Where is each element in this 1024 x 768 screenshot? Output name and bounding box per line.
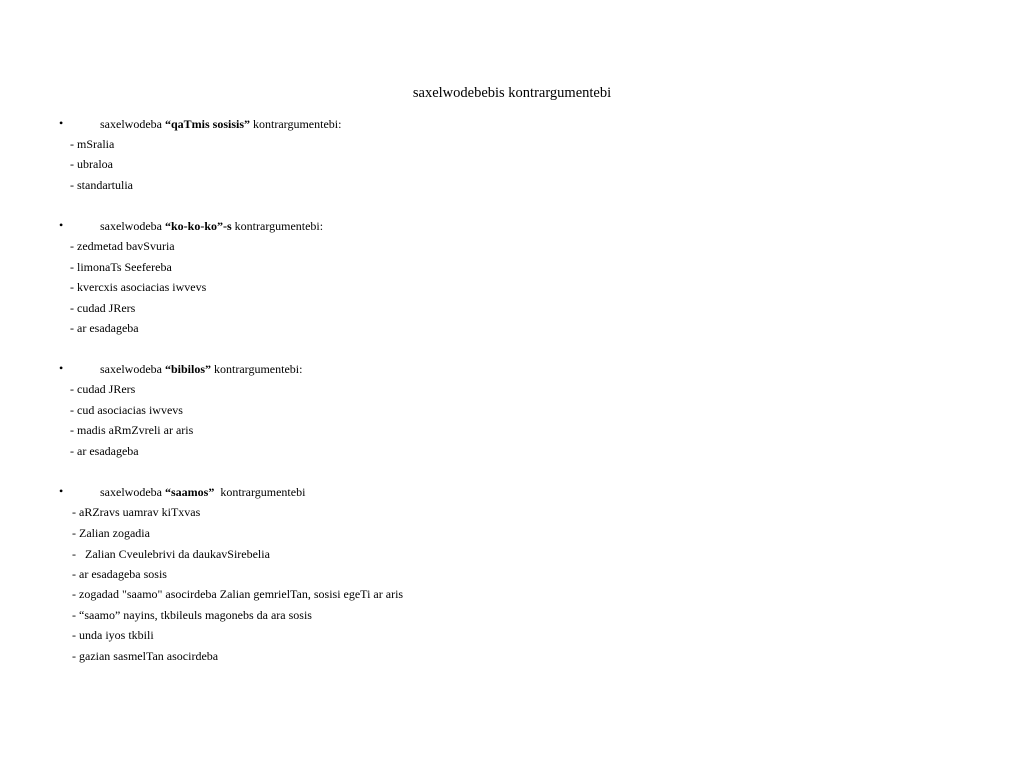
heading-suffix: kontrargumentebi: [231, 219, 324, 233]
section-heading [0, 115, 700, 133]
bullet-icon: • [59, 116, 64, 130]
list-item: - madis aRmZvreli ar aris [70, 423, 194, 437]
list-item: - Zalian Cveulebrivi da daukavSirebelia [72, 547, 270, 561]
heading-name: “ko-ko-ko”-s [164, 219, 232, 233]
list-item: - ar esadageba [70, 321, 139, 335]
list-item: - ar esadageba sosis [72, 567, 167, 581]
list-item: - zedmetad bavSvuria [70, 239, 175, 253]
section-heading [0, 483, 700, 501]
section-heading-text [100, 483, 305, 501]
heading-suffix: kontrargumentebi: [211, 362, 303, 376]
list-item: - standartulia [70, 178, 133, 192]
bullet-icon: • [59, 361, 64, 375]
heading-prefix: saxelwodeba [100, 219, 165, 233]
list-item: - cudad JRers [70, 301, 136, 315]
list-item: - cudad JRers [70, 382, 136, 396]
section-heading-text [100, 217, 323, 235]
section-heading [0, 360, 700, 378]
heading-name: “bibilos” [164, 362, 212, 376]
heading-prefix: saxelwodeba [100, 117, 165, 131]
list-item: - “saamo” nayins, tkbileuls magonebs da ara sosis [72, 608, 312, 622]
list-item: - zogadad "saamo" asocirdeba Zalian gemrielTan, sosisi egeTi ar aris [72, 587, 404, 601]
section-heading-text [100, 115, 341, 133]
list-item: - ubraloa [70, 157, 113, 171]
section-heading [0, 217, 700, 235]
list-item: - aRZravs uamrav kiTxvas [72, 505, 201, 519]
list-item: - gazian sasmelTan asocirdeba [72, 649, 219, 663]
heading-suffix: kontrargumentebi [214, 485, 306, 499]
list-item: - Zalian zogadia [72, 526, 150, 540]
list-item: - kvercxis asociacias iwvevs [70, 280, 207, 294]
list-item: - ar esadageba [70, 444, 139, 458]
bullet-icon: • [59, 484, 64, 498]
heading-name: “qaTmis sosisis” [164, 117, 251, 131]
list-item: - unda iyos tkbili [72, 628, 154, 642]
list-item: - limonaTs Seefereba [70, 260, 172, 274]
heading-prefix: saxelwodeba [100, 362, 165, 376]
slide-title: saxelwodebebis kontrargumentebi [412, 85, 612, 101]
heading-name: “saamos” [164, 485, 215, 499]
heading-prefix: saxelwodeba [100, 485, 165, 499]
list-item: - cud asociacias iwvevs [70, 403, 183, 417]
heading-suffix: kontrargumentebi: [250, 117, 342, 131]
bullet-icon: • [59, 218, 64, 232]
list-item: - mSralia [70, 137, 115, 151]
section-heading-text [100, 360, 302, 378]
